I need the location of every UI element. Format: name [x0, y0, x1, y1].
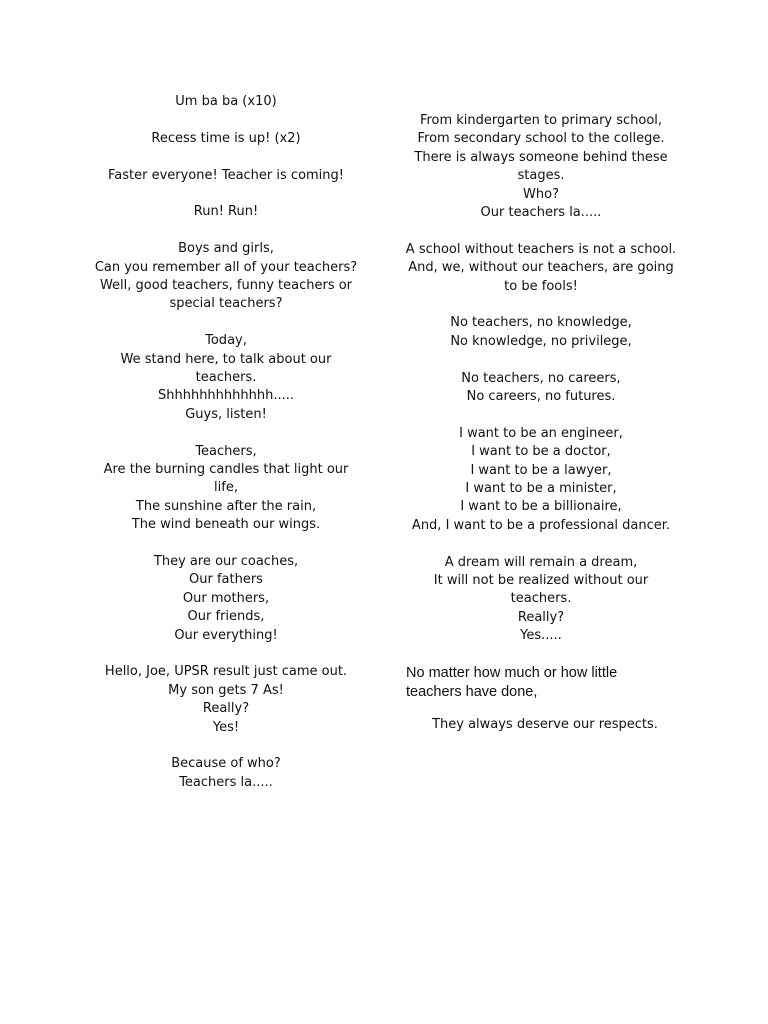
stanza: [91, 755, 361, 792]
stanza: [403, 112, 679, 222]
poem-line: I want to be a minister,: [465, 481, 617, 497]
poem-line: Because of who?: [171, 756, 281, 772]
poem-line: Yes!: [212, 719, 240, 735]
poem-line: Yes.....: [520, 628, 562, 644]
poem-line: Hello, Joe, UPSR result just came out.: [104, 664, 348, 680]
stanza: [91, 332, 361, 424]
poem-line: A dream will remain a dream,: [444, 554, 638, 570]
right-poem-column: [403, 112, 679, 734]
stanza: [403, 370, 679, 407]
stanza: [91, 443, 361, 535]
poem-line: The sunshine after the rain,: [135, 498, 317, 514]
stanza: [91, 240, 361, 314]
poem-line: Teachers,: [195, 443, 257, 459]
poem-line: No careers, no futures.: [466, 389, 616, 405]
final-line: They always deserve our respects.: [432, 717, 658, 733]
poem-line: Recess time is up! (x2): [151, 130, 301, 146]
poem-line: No teachers, no careers,: [461, 370, 621, 386]
poem-line: Guys, listen!: [185, 406, 267, 422]
poem-line: Our friends,: [187, 609, 265, 625]
poem-line: Boys and girls,: [178, 241, 274, 257]
poem-line: Really?: [517, 609, 565, 625]
poem-line: It will not be realized without our teachers.: [433, 573, 649, 607]
stanza: [91, 167, 361, 185]
poem-line: No knowledge, no privilege,: [450, 333, 632, 349]
poem-line: Today,: [205, 333, 247, 349]
poem-line: The wind beneath our wings.: [131, 517, 321, 533]
poem-line: And, we, without our teachers, are going to be fools!: [408, 260, 674, 294]
stanza: [91, 553, 361, 645]
poem-line: We stand here, to talk about our teachers.: [120, 351, 332, 386]
stanza: [91, 130, 361, 148]
poem-line: Are the burning candles that light our life,: [103, 462, 349, 496]
poem-line: Our fathers: [189, 572, 263, 588]
poem-line: I want to be a lawyer,: [470, 462, 612, 478]
poem-line: No teachers, no knowledge,: [450, 315, 632, 331]
stanza: [91, 203, 361, 221]
poem-line: Our everything!: [174, 627, 278, 643]
stanza: [403, 314, 679, 351]
poem-line: A school without teachers is not a school.: [405, 241, 677, 257]
poem-line: Our teachers la.....: [480, 205, 602, 221]
stanza: [91, 93, 361, 111]
poem-line: Teachers la.....: [179, 774, 273, 790]
poem-line: From secondary school to the college.: [417, 131, 665, 147]
poem-line: Well, good teachers, funny teachers or special teachers?: [99, 278, 353, 312]
poem-line: My son gets 7 As!: [168, 682, 284, 698]
poem-line: Can you remember all of your teachers?: [94, 259, 358, 275]
poem-line: Who?: [523, 186, 559, 202]
poem-line: Shhhhhhhhhhhhh.....: [157, 388, 295, 404]
stanza: [403, 554, 679, 646]
poem-line: There is always someone behind these stages.: [414, 149, 668, 184]
poem-line: Our mothers,: [182, 590, 270, 606]
poem-line: And, I want to be a professional dancer.: [411, 517, 671, 533]
stanza: [91, 663, 361, 737]
poem-line: From kindergarten to primary school,: [419, 113, 663, 128]
poem-line: I want to be a doctor,: [471, 444, 611, 460]
poem-line: Run! Run!: [193, 204, 259, 220]
poem-line: I want to be a billionaire,: [460, 499, 622, 515]
left-poem-column: [91, 93, 361, 811]
stanza: [403, 425, 679, 535]
closing-paragraph: No matter how much or how little teachers have done,: [406, 665, 618, 701]
poem-line: They are our coaches,: [153, 554, 299, 570]
poem-line: Really?: [202, 701, 250, 717]
poem-line: I want to be an engineer,: [459, 425, 623, 441]
poem-line: Faster everyone! Teacher is coming!: [107, 167, 344, 183]
stanza: [403, 241, 679, 296]
poem-line: Um ba ba (x10): [175, 94, 277, 109]
